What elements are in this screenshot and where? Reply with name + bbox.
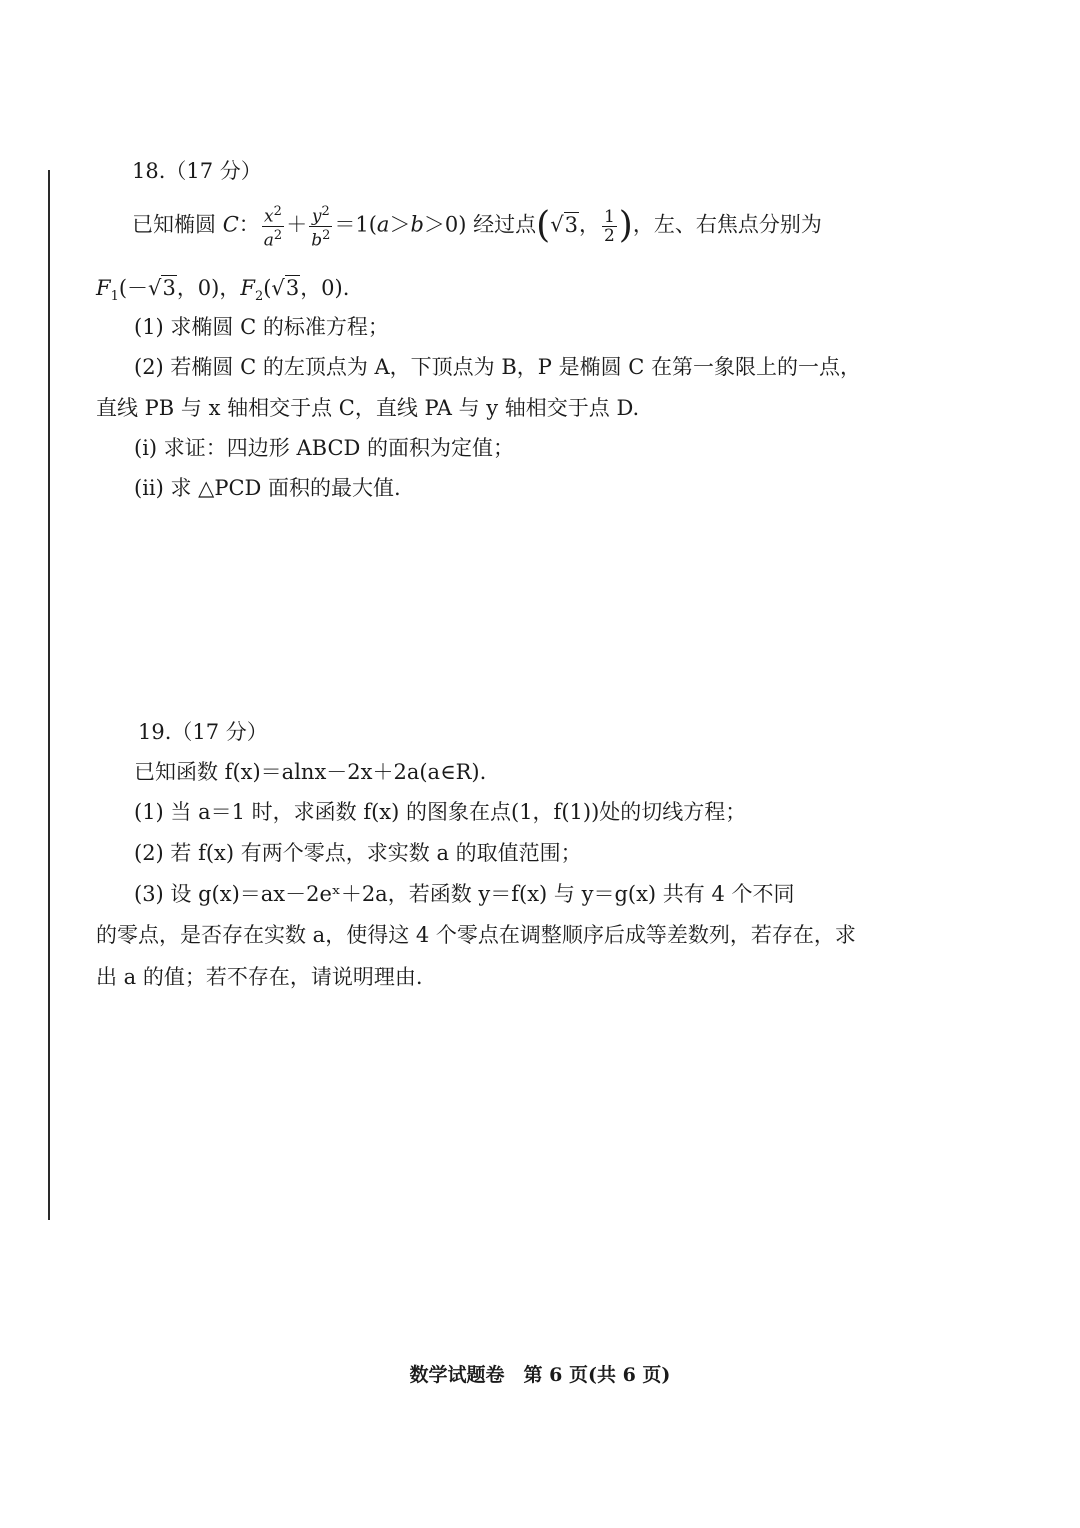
q19-statement: 已知函数 f(x)＝alnx－2x＋2a(a∈R).: [134, 760, 487, 784]
q19-part3-line1: (3) 设 g(x)＝ax－2eˣ＋2a，若函数 y＝f(x) 与 y＝g(x) 共有 4 个不同: [134, 882, 795, 906]
q18-foci-coordinates: $F_1(-√3$，0)，$F_2(√3$，0).: [96, 276, 350, 305]
binding-margin-line: [48, 170, 50, 1220]
page-footer: 数学试题卷 第 6 页(共 6 页): [409, 1364, 671, 1386]
ellipse-y-term: $\frac{y^2}{b^2}$: [311, 204, 331, 251]
q18-passes-text: 经过点: [466, 212, 537, 237]
q19-part3-line3: 出 a 的值；若不存在，请说明理由.: [96, 965, 423, 989]
q19-part3-line2: 的零点，是否存在实数 a，使得这 4 个零点在调整顺序后成等差数列，若存在，求: [96, 923, 856, 947]
q19-part1: (1) 当 a＝1 时，求函数 f(x) 的图象在点(1，f(1))处的切线方程；: [134, 800, 747, 824]
q19-header: 19.（17 分）: [138, 720, 268, 744]
ellipse-x-term: $\frac{x^2}{a^2}$: [263, 204, 283, 251]
q19-part2: (2) 若 f(x) 有两个零点，求实数 a 的取值范围；: [134, 841, 582, 865]
point-half-fraction: $\frac{1}{2}$: [603, 206, 615, 246]
q18-intro-text: 已知椭圆: [132, 212, 223, 237]
q18-foci-text: ，左、右焦点分别为: [632, 212, 822, 237]
q18-part2-i: (i) 求证：四边形 ABCD 的面积为定值；: [134, 436, 515, 460]
q18-part2-line2: 直线 PB 与 x 轴相交于点 C，直线 PA 与 y 轴相交于点 D.: [96, 396, 640, 420]
q18-header: 18.（17 分）: [132, 159, 262, 183]
q18-part2-line1: (2) 若椭圆 C 的左顶点为 A，下顶点为 B，P 是椭圆 C 在第一象限上的一点，: [134, 355, 862, 379]
q18-part1: (1) 求椭圆 C 的标准方程；: [134, 315, 389, 339]
q18-statement-line1: 已知椭圆 C： $\frac{x^2}{a^2}$ ＋ $\frac{y^2}{b^2}$ ＝1(a＞b＞0) 经过点(√3， $\frac{1}{2}$ )，左、右焦点分别为: [132, 204, 822, 251]
q18-part2-ii: (ii) 求 △PCD 面积的最大值.: [134, 476, 401, 500]
